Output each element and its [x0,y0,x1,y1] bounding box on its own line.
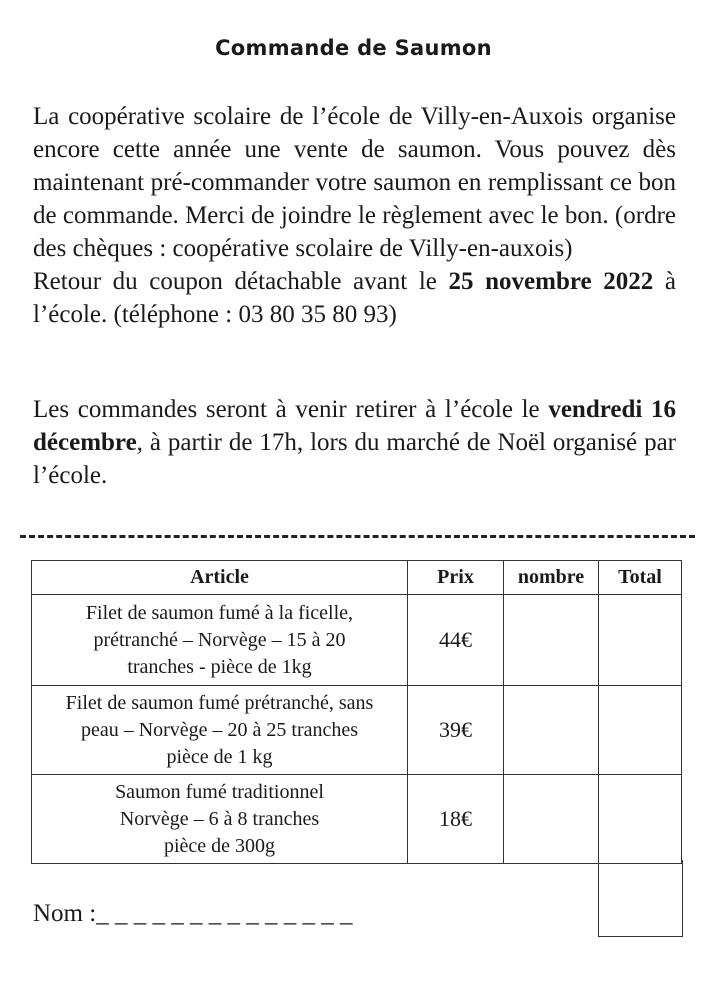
price-cell: 44€ [408,595,504,686]
header-nombre: nombre [504,561,599,595]
return-date: 25 novembre 2022 [448,268,654,295]
return-suffix: à l’école. (téléphone : 03 80 35 80 93) [33,268,676,328]
article-cell [32,775,408,864]
intro-text: La coopérative scolaire de l’école de Villy-en-Auxois organise encore cette année une vente de saumon. Vous pouvez dès maintenant pré-commander votre saumon en remplissant ce bon de commande. Merci de joindre le règlement avec le bon. (ordre des chèques : coopérative scolaire de Villy-en-auxois) [33,103,676,262]
grand-total-box[interactable] [598,860,683,937]
article-cell [32,686,408,775]
nom-field[interactable]: Nom :_ _ _ _ _ _ _ _ _ _ _ _ _ _ [33,900,353,927]
cut-line [20,535,695,538]
quantity-cell[interactable] [504,775,599,864]
article-line: peau – Norvège – 20 à 25 tranches [80,718,359,741]
article-line: Filet de saumon fumé prétranché, sans [65,691,374,714]
article-line: Saumon fumé traditionnel [115,780,324,803]
table-row [32,686,682,775]
article-line: tranches - pièce de 1kg [127,655,312,678]
return-prefix: Retour du coupon détachable avant le [33,268,449,295]
price-cell: 39€ [408,686,504,775]
article-line: Filet de saumon fumé à la ficelle, [85,601,354,624]
table-row [32,595,682,686]
order-table [31,560,682,864]
article-line: pièce de 1 kg [166,745,273,768]
total-cell[interactable] [599,686,682,775]
header-article: Article [32,561,408,595]
article-line: prétranché – Norvège – 15 à 20 [93,628,346,651]
pickup-paragraph [33,393,676,492]
article-line: pièce de 300g [163,834,276,857]
intro-paragraph [33,100,676,331]
pickup-prefix: Les commandes seront à venir retirer à l’école le [33,396,549,423]
document-title: Commande de Saumon [215,36,492,60]
table-row [32,775,682,864]
quantity-cell[interactable] [504,686,599,775]
header-prix: Prix [408,561,504,595]
quantity-cell[interactable] [504,595,599,686]
total-cell[interactable] [599,595,682,686]
article-line: Norvège – 6 à 8 tranches [119,807,320,830]
price-cell: 18€ [408,775,504,864]
article-cell [32,595,408,686]
table-header-row [32,561,682,595]
total-cell[interactable] [599,775,682,864]
pickup-date: vendredi 16 décembre [33,396,676,456]
pickup-suffix: , à partir de 17h, lors du marché de Noël organisé par l’école. [33,429,676,489]
header-total: Total [599,561,682,595]
